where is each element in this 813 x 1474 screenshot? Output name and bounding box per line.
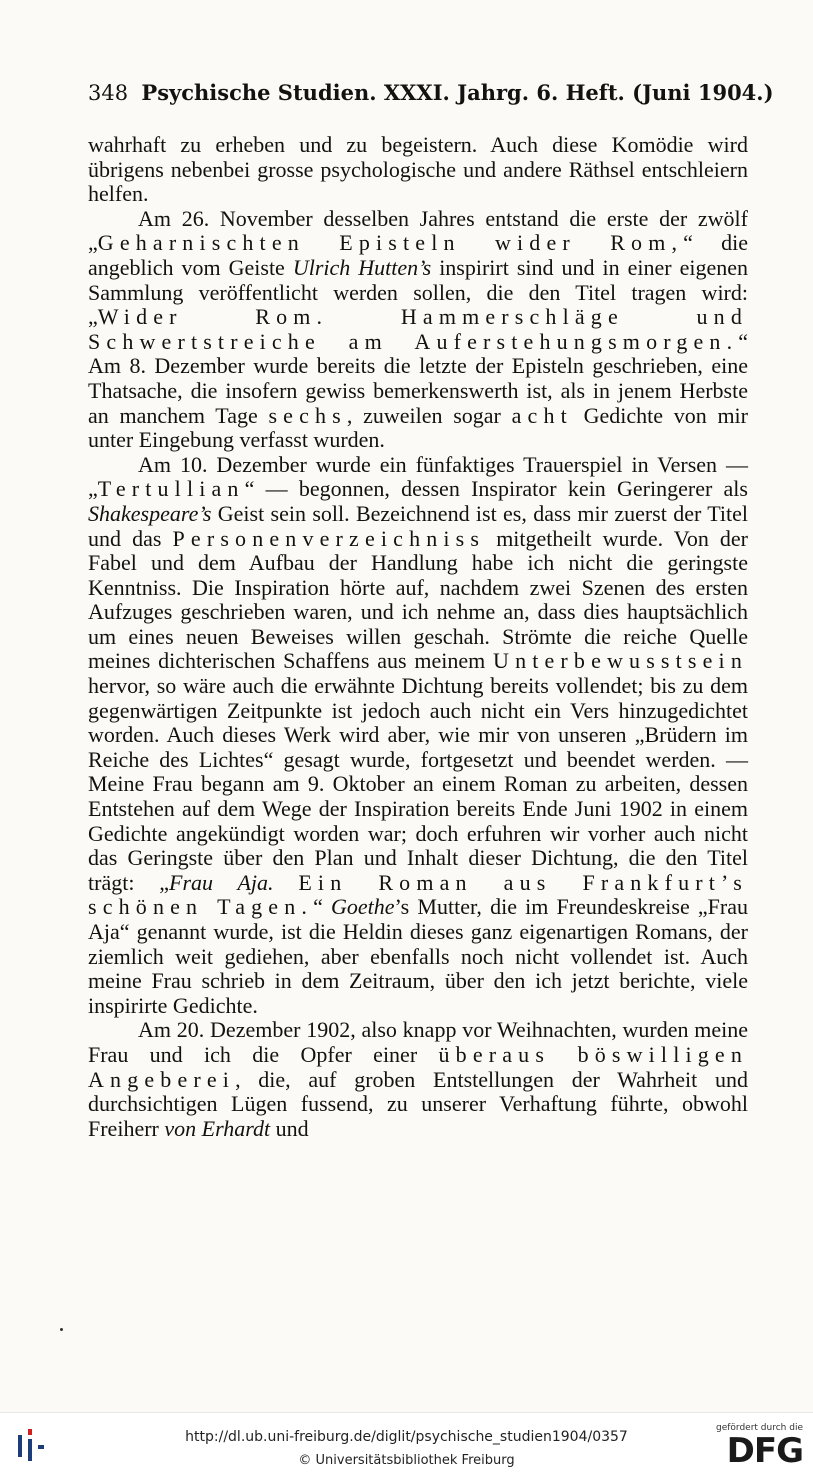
spaced-title: Wider Rom. Hammerschläge und Schwertstreiche am Auferstehungsmorgen. xyxy=(88,304,748,354)
text-run: hervor, so wäre auch die erwähnte Dichtung bereits vollendet; bis zu dem gegenwärtigen Zeitpunkte ist jedoch auch nicht ein Vers hinzugedichtet worden. Auch dieses Werk wird aber, wie mir von unseren „Brüdern im Reiche des Lichtes“ gesagt wurde, fortgesetzt und beendet werden. — Meine Frau begann am 9. Oktober an einem Roman zu arbeiten, dessen Entstehen auf dem Wege der Inspiration bereits Ende Juni 1902 in einem Gedichte angekündigt worden war; doch erfuhren wir vorher auch nicht das Geringste über den Plan und Inhalt dieser Dichtung, die den Titel trägt: „ xyxy=(88,673,748,895)
spaced-phrase: überaus böswilligen Angeberei xyxy=(88,1041,748,1092)
paragraph-3 xyxy=(88,453,748,1019)
text-run: “ Am 8. Dezember wurde bereits die letzte der Episteln geschrieben, eine Thatsache, die insofern gewiss bemerkenswerth ist, als in jenem Herbste an manchem Tage xyxy=(88,328,748,428)
paragraph-2 xyxy=(88,207,748,453)
spaced-word: Unterbewusstsein xyxy=(493,648,748,674)
text-run: mitgetheilt wurde. Von der Fabel und dem Aufbau der Handlung habe ich nicht die geringste Kenntniss. Die Inspiration hörte auf, nachdem zwei Szenen des ersten Aufzuges geschrieben waren, und ich nehme an, dass dies hauptsächlich um eines neuen Beweises willen geschah. Strömte die reiche Quelle meines dichterischen Schaffens aus meinem xyxy=(88,525,749,674)
text-run: Am 10. Dezember wurde ein fünfaktiges Trauerspiel in Versen — „ xyxy=(88,451,748,502)
page-number: 348 xyxy=(88,81,129,105)
text-run: Am 20. Dezember 1902, also knapp vor Weihnachten, wurden meine Frau und ich die Opfer einer xyxy=(88,1017,748,1067)
footer-bar xyxy=(0,1412,813,1474)
paragraph-4 xyxy=(88,1018,748,1141)
italic-name: von Erhardt xyxy=(164,1115,271,1141)
spaced-word: Personenverzeichniss xyxy=(172,525,486,551)
text-run: ’s Mutter, die im Freundeskreise „Frau Aja“ genannt wurde, ist die Heldin dieses ganz eigenartigen Romans, der ziemlich weit gediehen, aber ebenfalls noch nicht vollendet ist. Auch meine Frau schrieb in dem Zeitraum, über den ich jetzt berichte, viele inspirirte Gedichte. xyxy=(88,894,749,1018)
text-run: “ — begonnen, dessen Inspirator kein Geringerer als xyxy=(244,476,748,502)
italic-name: Ulrich Hutten’s xyxy=(292,254,432,280)
italic-name: Goethe xyxy=(331,894,395,920)
paragraph-1-text: wahrhaft zu erheben und zu begeistern. Auch diese Komödie wird übrigens nebenbei grosse psychologische und andere Räthsel entschleiern helfen. xyxy=(88,132,748,207)
text-run: Gedichte von mir unter Eingebung verfasst wurden. xyxy=(88,402,748,453)
body-text xyxy=(88,133,748,1141)
paragraph-1 xyxy=(88,133,748,207)
text-run: Am 26. November desselben Jahres entstand die erste der zwölf „ xyxy=(88,205,748,256)
spaced-word: sechs xyxy=(268,402,347,428)
spaced-title: Tertullian xyxy=(97,476,245,502)
text-run xyxy=(274,870,299,895)
text-run: “ xyxy=(313,894,332,920)
spaced-title: Geharnischten Episteln wider Rom, xyxy=(97,230,684,256)
dfg-logo-icon: DFG xyxy=(726,1431,803,1471)
spaced-title: Ein Roman aus Frankfurt’s schönen Tagen. xyxy=(88,869,748,920)
source-url[interactable]: http://dl.ub.uni-freiburg.de/diglit/psychische_studien1904/0357 xyxy=(185,1429,628,1445)
copyright-notice: © Universitätsbibliothek Freiburg xyxy=(298,1453,515,1468)
running-header xyxy=(88,80,774,105)
bleed-through-text xyxy=(20,1397,380,1411)
text-run: , die, auf groben Entstellungen der Wahrheit und durchsichtigen Lügen fussend, zu unserer Verhaftung führte, obwohl Freiherr xyxy=(88,1066,748,1141)
text-run: und xyxy=(270,1115,309,1141)
scan-speck xyxy=(60,1328,63,1331)
text-run: inspirirt sind und in einer eigenen Sammlung veröffentlicht werden sollen, die den Titel tragen wird: „ xyxy=(88,254,748,330)
italic-title: Frau Aja. xyxy=(169,869,274,895)
text-run: “ die angeblich vom Geiste xyxy=(88,230,748,280)
spaced-word: acht xyxy=(511,402,573,428)
text-run: Geist sein soll. Bezeichnend ist es, dass mir zuerst der Titel und das xyxy=(88,500,748,551)
italic-name: Shakespeare’s xyxy=(88,500,212,526)
running-title: Psychische Studien. XXXI. Jahrg. 6. Heft. (Juni 1904.) xyxy=(141,80,774,105)
funding-note: gefördert durch die xyxy=(716,1423,803,1433)
text-run: , zuweilen sogar xyxy=(346,402,512,428)
